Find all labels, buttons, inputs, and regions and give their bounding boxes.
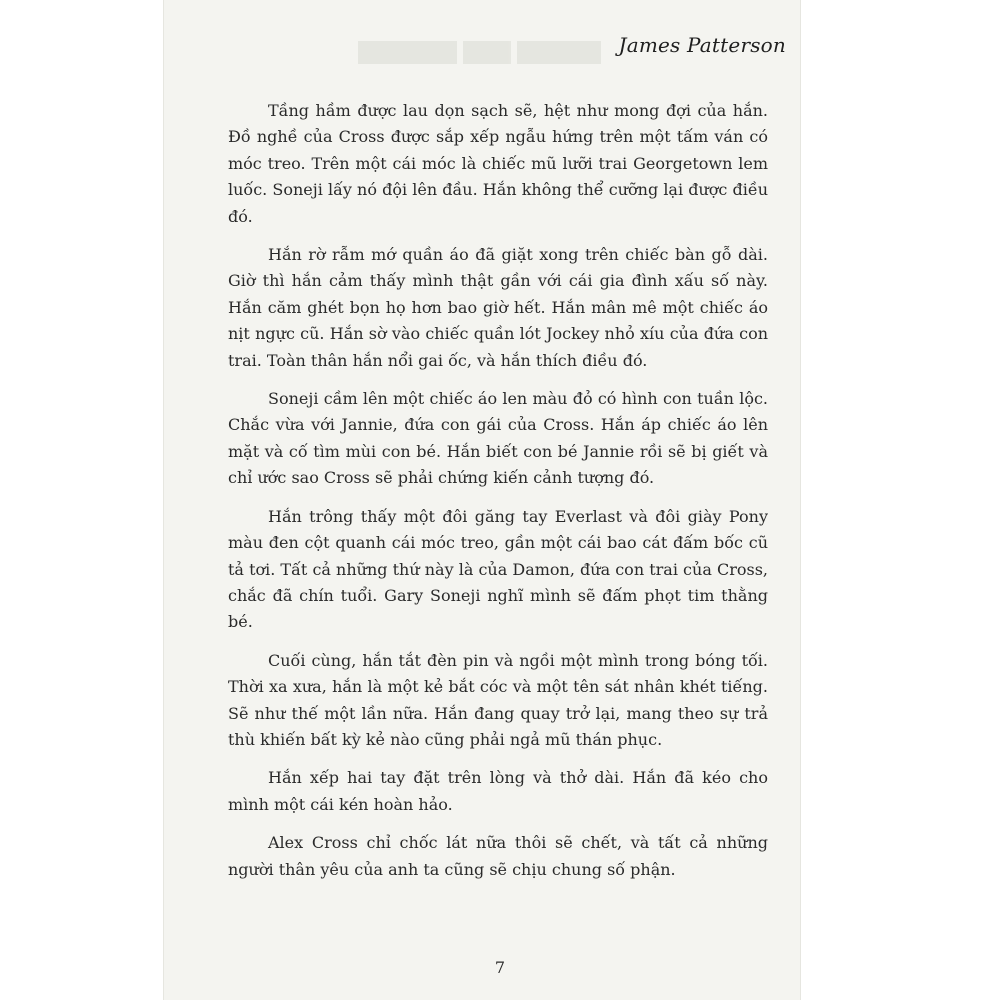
paragraph: Tầng hầm được lau dọn sạch sẽ, hệt như mong đợi của hắn. Đồ nghề của Cross được sắp xếp ngẫu hứng trên một tấm ván có móc treo. Trên một cái móc là chiếc mũ lưỡi trai Georgetown lem luốc. Soneji lấy nó đội lên đầu. Hắn không thể cưỡng lại được điều đó. (228, 101, 768, 226)
faded-running-title-decoration (358, 38, 601, 66)
faded-title-block (358, 41, 457, 64)
paragraph: Alex Cross chỉ chốc lát nữa thôi sẽ chết, và tất cả những người thân yêu của anh ta cũng sẽ chịu chung số phận. (228, 833, 768, 879)
paragraph: Hắn rờ rẫm mớ quần áo đã giặt xong trên chiếc bàn gỗ dài. Giờ thì hắn cảm thấy mình thật gần với cái gia đình xấu số này. Hắn căm ghét bọn họ hơn bao giờ hết. Hắn mân mê một chiếc áo nịt ngực cũ. Hắn sờ vào chiếc quần lót Jockey nhỏ xíu của đứa con trai. Toàn thân hắn nổi gai ốc, và hắn thích điều đó. (228, 245, 768, 370)
faded-title-block (463, 41, 511, 64)
faded-title-block (517, 41, 601, 64)
paragraph: Soneji cầm lên một chiếc áo len màu đỏ có hình con tuần lộc. Chắc vừa với Jannie, đứa con gái của Cross. Hắn áp chiếc áo lên mặt và cố tìm mùi con bé. Hắn biết con bé Jannie rồi sẽ bị giết và chỉ ước sao Cross sẽ phải chứng kiến cảnh tượng đó. (228, 389, 768, 488)
body-text (228, 98, 768, 895)
paragraph: Hắn xếp hai tay đặt trên lòng và thở dài. Hắn đã kéo cho mình một cái kén hoàn hảo. (228, 768, 768, 814)
paragraph: Hắn trông thấy một đôi găng tay Everlast và đôi giày Pony màu đen cột quanh cái móc treo, gần một cái bao cát đấm bốc cũ tả tơi. Tất cả những thứ này là của Damon, đứa con trai của Cross, chắc đã chín tuổi. Gary Soneji nghĩ mình sẽ đấm phọt tim thằng bé. (228, 506, 768, 632)
page-number: 7 (494, 958, 506, 977)
running-header-author: James Patterson (618, 33, 786, 57)
paragraph: Cuối cùng, hắn tắt đèn pin và ngồi một mình trong bóng tối. Thời xa xưa, hắn là một kẻ bắt cóc và một tên sát nhân khét tiếng. Sẽ như thế một lần nữa. Hắn đang quay trở lại, mang theo sự trả thù khiến bất kỳ kẻ nào cũng phải ngả mũ thán phục. (228, 650, 768, 749)
